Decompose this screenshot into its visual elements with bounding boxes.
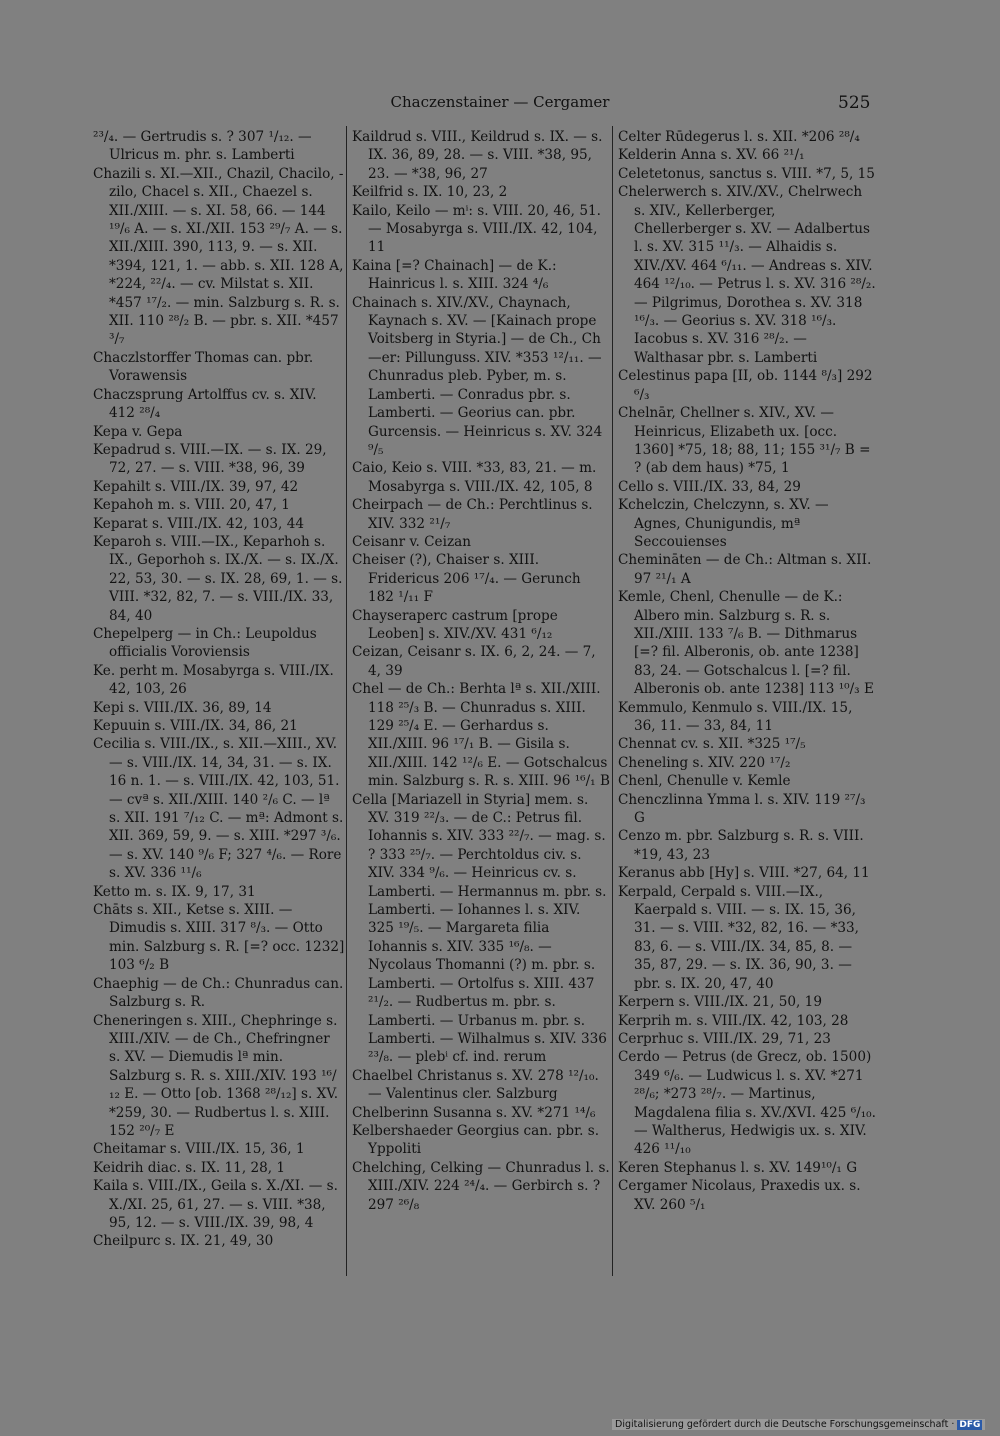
index-entry: Chenl, Chenulle v. Kemle xyxy=(618,773,791,790)
index-entry: Cello s. VIII./IX. 33, 84, 29 xyxy=(618,478,801,495)
index-entry: Kaina [=? Chainach] — de K.: Hainricus l. s. XIII. 324 ⁴/₆ xyxy=(352,257,557,293)
index-entry: Celetetonus, sanctus s. VIII. *7, 5, 15 xyxy=(618,165,875,182)
index-entry: Kerpern s. VIII./IX. 21, 50, 19 xyxy=(618,994,822,1011)
index-entry: Celestinus papa [II, ob. 1144 ⁸/₃] 292 ⁶/₃ xyxy=(618,368,873,403)
index-entry: Kaildrud s. VIII., Keildrud s. IX. — s. IX. 36, 89, 28. — s. VIII. *38, 95, 23. — *38, 96, 27 xyxy=(352,129,603,182)
index-entry: Kelderin Anna s. XV. 66 ²¹/₁ xyxy=(618,147,805,164)
index-entry: Keranus abb [Hy] s. VIII. *27, 64, 11 xyxy=(618,865,870,882)
index-entry: Cheiser (?), Chaiser s. XIII. Fridericus 206 ¹⁷/₄. — Gerunch 182 ¹/₁₁ F xyxy=(352,552,581,606)
index-entry: Cergamer Nicolaus, Praxedis ux. s. XV. 260 ⁵/₁ xyxy=(618,1178,861,1213)
index-entry: Chazili s. XI.—XII., Chazil, Chacilo, -zilo, Chacel s. XII., Chaezel s. XII./XIII. — s. XI. 58, 66. — 144 ¹⁹/₆ A. — s. XI./XII. 153 ²⁹/₇ A. — s. XII./XIII. 390, 113, 9. — s. XII. *394, 121, 1. — abb. s. XII. 128 A, *224, ²²/₄. — cv. Milstat s. XII. *457 ¹⁷/₂. — min. Salzburg s. R. s. XII. 110 ²⁸/₂ B. — pbr. s. XII. *457 ³/₇ xyxy=(93,165,344,348)
index-entry: Ceizan, Ceisanr s. IX. 6, 2, 24. — 7, 4, 39 xyxy=(352,644,596,679)
index-entry: Kepuuin s. VIII./IX. 34, 86, 21 xyxy=(93,718,298,734)
index-entry: Keilfrid s. IX. 10, 23, 2 xyxy=(352,184,508,201)
index-entry: Chennat cv. s. XII. *325 ¹⁷/₅ xyxy=(618,736,806,753)
index-entry: Kailo, Keilo — mⁱ: s. VIII. 20, 46, 51. — Mosabyrga s. VIII./IX. 42, 104, 11 xyxy=(352,202,601,256)
index-entry: Kepa v. Gepa xyxy=(93,423,183,440)
index-entry: Chelching, Celking — Chunradus l. s. XIII./XIV. 224 ²⁴/₄. — Gerbirch s. ? 297 ²⁶/₈ xyxy=(352,1159,610,1213)
index-entry: Chepelperg — in Ch.: Leupoldus officialis Voroviensis xyxy=(93,625,317,661)
page-number: 525 xyxy=(838,93,871,113)
index-entry: Kelbershaeder Georgius can. pbr. s. Yppoliti xyxy=(352,1122,600,1158)
index-entry: Kchelczin, Chelczynn, s. XV. — Agnes, Chunigundis, mª Seccouienses xyxy=(618,497,829,550)
index-entry: Kaila s. VIII./IX., Geila s. X./XI. — s. X./XI. 25, 61, 27. — s. VIII. *38, 95, 12. — s. VIII./IX. 39, 98, 4 xyxy=(93,1178,338,1231)
index-entry: Keparat s. VIII./IX. 42, 103, 44 xyxy=(93,515,304,532)
index-entry: Chaczsprung Artolffus cv. s. XIV. 412 ²⁸/₄ xyxy=(93,386,317,422)
index-entry: Chenczlinna Ymma l. s. XIV. 119 ²⁷/₃ G xyxy=(618,791,866,827)
index-entry: Chel — de Ch.: Berhta lª s. XII./XIII. 118 ²⁵/₃ B. — Chunradus s. XIII. 129 ²⁵/₄ E. — Gerhardus s. XII./XIII. 96 ¹⁷/₁ B. — Gisila s. XII./XIII. 142 ¹²/₆ E. — Gotschalcus min. Salzburg s. R. s. XIII. 96 ¹⁶/₁ B xyxy=(352,681,610,790)
index-entry: Chaczlstorffer Thomas can. pbr. Vorawensis xyxy=(93,349,314,385)
index-entry: Keren Stephanus l. s. XV. 149¹⁰/₁ G xyxy=(618,1159,858,1176)
index-entry: Chayseraperc castrum [prope Leoben] s. XIV./XV. 431 ⁶/₁₂ xyxy=(352,607,558,642)
index-entry: Celter Rūdegerus l. s. XII. *206 ²⁸/₄ xyxy=(618,129,860,145)
index-entry: Ketto m. s. IX. 9, 17, 31 xyxy=(93,883,256,900)
index-entry: Caio, Keio s. VIII. *33, 83, 21. — m. Mosabyrga s. VIII./IX. 42, 105, 8 xyxy=(352,460,597,495)
index-entry: Ceisanr v. Ceizan xyxy=(352,533,471,550)
index-entry: Cerprhuc s. VIII./IX. 29, 71, 23 xyxy=(618,1030,831,1047)
index-entry: Cheitamar s. VIII./IX. 15, 36, 1 xyxy=(93,1141,305,1158)
index-entry: ²³/₄. — Gertrudis s. ? 307 ¹/₁₂. — Ulricus m. phr. s. Lamberti xyxy=(93,129,312,164)
index-column-3 xyxy=(618,128,876,1214)
index-entry: Chelberinn Susanna s. XV. *271 ¹⁴/₆ xyxy=(352,1104,596,1121)
index-entry: Kemmulo, Kenmulo s. VIII./IX. 15, 36, 11. — 33, 84, 11 xyxy=(618,699,853,734)
index-entry: Chāts s. XII., Ketse s. XIII. — Dimudis s. XIII. 317 ⁸/₃. — Otto min. Salzburg s. R. [=? occ. 1232] 103 ⁶/₂ B xyxy=(93,902,345,974)
index-column-2 xyxy=(352,128,610,1214)
footer-text: Digitalisierung gefördert durch die Deutsche Forschungsgemeinschaft · xyxy=(615,1419,955,1430)
column-rule xyxy=(346,126,347,1276)
index-entry: Cheneringen s. XIII., Chephringe s. XIII./XIV. — de Ch., Chefringner s. XV. — Diemudis lª min. Salzburg s. R. s. XIII./XIV. 193 ¹⁶/₁₂ E. — Otto [ob. 1368 ²⁸/₁₂] s. XV. *259, 30. — Rudbertus l. s. XIII. 152 ²⁰/₇ E xyxy=(93,1012,339,1139)
index-entry: Kerprih m. s. VIII./IX. 42, 103, 28 xyxy=(618,1012,849,1029)
index-entry: Chelerwerch s. XIV./XV., Chelrwech s. XIV., Kellerberger, Chellerberger s. XV. — Adalbertus l. s. XV. 315 ¹¹/₃. — Alhaidis s. XIV./XV. 464 ⁶/₁₁. — Andreas s. XIV. 464 ¹²/₁₀. — Petrus l. s. XV. 316 ²⁸/₂. — Pilgrimus, Dorothea s. XV. 318 ¹⁶/₃. — Georius s. XV. 318 ¹⁶/₃. Iacobus s. XV. 316 ²⁸/₂. — Walthasar pbr. s. Lamberti xyxy=(618,184,876,366)
index-entry: Chaephig — de Ch.: Chunradus can. Salzburg s. R. xyxy=(93,975,344,1011)
column-rule xyxy=(612,126,613,1276)
index-entry: Chelnār, Chellner s. XIV., XV. — Heinricus, Elizabeth ux. [occ. 1360] *75, 18; 88, 11; 155 ³¹/₇ B = ? (ab dem haus) *75, 1 xyxy=(618,405,871,477)
index-entry: Kepi s. VIII./IX. 36, 89, 14 xyxy=(93,699,272,716)
index-entry: Cecilia s. VIII./IX., s. XII.—XIII., XV. — s. VIII./IX. 14, 34, 31. — s. IX. 16 n. 1. — s. VIII./IX. 42, 103, 51. — cvª s. XII./XIII. 140 ²/₆ C. — lª s. XII. 191 ⁷/₁₂ C. — mª: Admont s. XII. 369, 59, 9. — s. XIII. *297 ³/₆. — s. XV. 140 ⁹/₆ F; 327 ⁴/₆. — Rore s. XV. 336 ¹¹/₆ xyxy=(93,736,344,882)
index-entry: Cheilpurc s. IX. 21, 49, 30 xyxy=(93,1233,274,1250)
index-entry: Chemināten — de Ch.: Altman s. XII. 97 ²¹/₁ A xyxy=(618,552,872,587)
index-entry: Kepahoh m. s. VIII. 20, 47, 1 xyxy=(93,497,290,514)
index-entry: Cella [Mariazell in Styria] mem. s. XV. 319 ²²/₃. — de C.: Petrus fil. Iohannis s. XIV. 333 ²²/₇. — mag. s. ? 333 ²⁵/₇. — Perchtoldus civ. s. XIV. 334 ⁹/₆. — Heinricus cv. s. Lamberti. — Hermannus m. pbr. s. Lamberti. — Iohannes l. s. XIV. 325 ¹⁹/₅. — Margareta filia Iohannis s. XIV. 335 ¹⁶/₈. — Nycolaus Thomanni (?) m. pbr. s. Lamberti. — Ortolfus s. XIII. 437 ²¹/₂. — Rudbertus m. pbr. s. Lamberti. — Urbanus m. pbr. s. Lamberti. — Wilhalmus s. XIV. 336 ²³/₈. — plebⁱ cf. ind. rerum xyxy=(352,791,607,1066)
dfg-logo: DFG xyxy=(959,1420,981,1430)
index-entry: Keidrih diac. s. IX. 11, 28, 1 xyxy=(93,1159,286,1176)
index-entry: Keparoh s. VIII.—IX., Keparhoh s. IX., Geporhoh s. IX./X. — s. IX./X. 22, 53, 30. — s. IX. 28, 69, 1. — s. VIII. *32, 82, 7. — s. VIII./IX. 33, 84, 40 xyxy=(93,533,343,624)
index-entry: Kerpald, Cerpald s. VIII.—IX., Kaerpald s. VIII. — s. IX. 15, 36, 31. — s. VIII. *32, 82, 16. — *33, 83, 6. — s. VIII./IX. 34, 85, 8. — 35, 87, 29. — s. IX. 36, 90, 3. — pbr. s. IX. 20, 47, 40 xyxy=(618,883,859,992)
index-entry: Cenzo m. pbr. Salzburg s. R. s. VIII. *19, 43, 23 xyxy=(618,828,864,863)
index-entry: Cheirpach — de Ch.: Perchtlinus s. XIV. 332 ²¹/₇ xyxy=(352,497,593,532)
index-entry: Chainach s. XIV./XV., Chaynach, Kaynach s. XV. — [Kainach prope Voitsberg in Styria.] — de Ch., Ch—er: Pillunguss. XIV. *353 ¹²/₁₁. — Chunradus pleb. Pyber, m. s. Lamberti. — Conradus pbr. s. Lamberti. — Georius can. pbr. Gurcensis. — Heinricus s. XV. 324 ⁹/₅ xyxy=(352,294,603,458)
index-entry: Kepadrud s. VIII.—IX. — s. IX. 29, 72, 27. — s. VIII. *38, 96, 39 xyxy=(93,441,327,477)
index-entry: Cerdo — Petrus (de Grecz, ob. 1500) 349 ⁶/₆. — Ludwicus l. s. XV. *271 ²⁸/₆; *273 ²⁸/₇. — Martinus, Magdalena filia s. XV./XVI. 425 ⁶/₁₀. — Waltherus, Hedwigis ux. s. XIV. 426 ¹¹/₁₀ xyxy=(618,1049,876,1158)
running-header: Chaczenstainer — Cergamer xyxy=(390,93,610,111)
index-entry: Kemle, Chenl, Chenulle — de K.: Albero min. Salzburg s. R. s. XII./XIII. 133 ⁷/₆ B. — Dithmarus [=? fil. Alberonis, ob. ante 1238] 83, 24. — Gotschalcus l. [=? fil. Alberonis ob. ante 1238] 113 ¹⁰/₃ E xyxy=(618,589,874,698)
index-entry: Kepahilt s. VIII./IX. 39, 97, 42 xyxy=(93,478,299,495)
footer xyxy=(612,1419,985,1430)
index-entry: Ke. perht m. Mosabyrga s. VIII./IX. 42, 103, 26 xyxy=(93,662,334,698)
index-entry: Chaelbel Christanus s. XV. 278 ¹²/₁₀. — Valentinus cler. Salzburg xyxy=(352,1067,599,1103)
index-entry: Cheneling s. XIV. 220 ¹⁷/₂ xyxy=(618,754,791,771)
index-column-1 xyxy=(93,128,345,1251)
